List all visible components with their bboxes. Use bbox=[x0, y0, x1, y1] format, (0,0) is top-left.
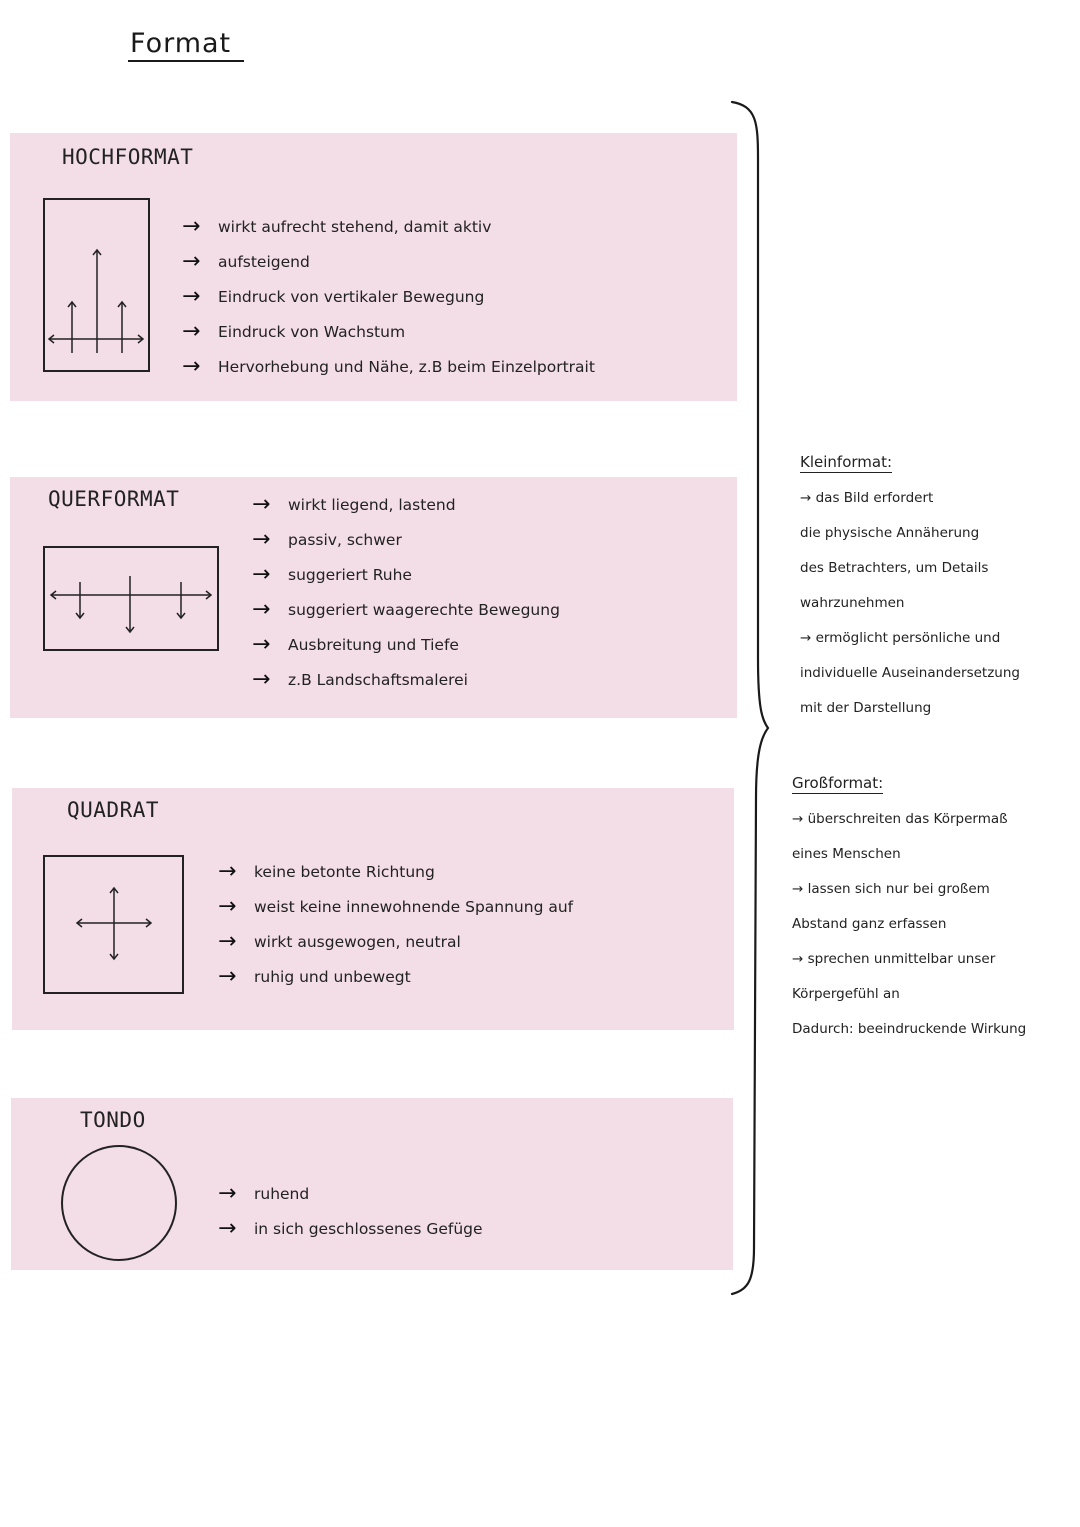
list-item bbox=[182, 279, 595, 314]
arrow-right-icon: → bbox=[252, 491, 271, 517]
arrow-right-icon: → bbox=[252, 596, 271, 622]
note-line: → ermöglicht persönliche und bbox=[800, 630, 1001, 646]
section-tondo bbox=[11, 1098, 733, 1270]
note-line: die physische Annäherung bbox=[800, 525, 980, 541]
list-item-text: passiv, schwer bbox=[288, 530, 402, 549]
section-title: QUADRAT bbox=[67, 798, 160, 822]
list-item-text: wirkt ausgewogen, neutral bbox=[254, 932, 461, 951]
page-title: Format bbox=[130, 28, 232, 59]
list-item-text: Ausbreitung und Tiefe bbox=[288, 635, 459, 654]
list-item-text: Eindruck von vertikaler Bewegung bbox=[218, 287, 485, 306]
arrow-right-icon: → bbox=[218, 928, 237, 954]
arrow-right-icon: → bbox=[182, 248, 201, 274]
note-line: → sprechen unmittelbar unser bbox=[792, 951, 996, 967]
list-item bbox=[252, 592, 560, 627]
arrow-right-icon: → bbox=[252, 526, 271, 552]
arrow-right-icon: → bbox=[218, 1180, 237, 1206]
list-item-text: Hervorhebung und Nähe, z.B beim Einzelportrait bbox=[218, 357, 595, 376]
arrow-right-icon: → bbox=[218, 893, 237, 919]
list-item-text: weist keine innewohnende Spannung auf bbox=[254, 897, 574, 916]
note-line: eines Menschen bbox=[792, 846, 901, 862]
arrow-right-icon: → bbox=[218, 963, 237, 989]
arrow-right-icon: → bbox=[182, 213, 201, 239]
landscape-format-diagram bbox=[43, 546, 221, 654]
note-line: des Betrachters, um Details bbox=[800, 560, 989, 576]
list-item bbox=[252, 662, 560, 697]
list-item bbox=[182, 314, 595, 349]
arrow-right-icon: → bbox=[182, 353, 201, 379]
portrait-format-diagram bbox=[43, 198, 153, 376]
list-item-text: ruhig und unbewegt bbox=[254, 967, 411, 986]
list-item-text: Eindruck von Wachstum bbox=[218, 322, 406, 341]
list-item-text: wirkt aufrecht stehend, damit aktiv bbox=[218, 217, 492, 236]
list-item bbox=[182, 209, 595, 244]
list-item-text: aufsteigend bbox=[218, 252, 310, 271]
list-item bbox=[252, 487, 560, 522]
note-kleinformat bbox=[800, 446, 1020, 726]
list-item-text: keine betonte Richtung bbox=[254, 862, 435, 881]
quadrat-bullets bbox=[218, 854, 573, 994]
list-item bbox=[182, 244, 595, 279]
note-line: Dadurch: beeindruckende Wirkung bbox=[792, 1021, 1027, 1037]
list-item-text: in sich geschlossenes Gefüge bbox=[254, 1219, 483, 1238]
list-item bbox=[252, 522, 560, 557]
section-title: QUERFORMAT bbox=[48, 487, 180, 511]
section-quadrat bbox=[12, 788, 734, 1030]
title-underline bbox=[128, 60, 244, 62]
hochformat-bullets bbox=[182, 209, 595, 384]
section-querformat bbox=[10, 477, 737, 718]
list-item bbox=[218, 1176, 483, 1211]
curly-brace bbox=[728, 98, 778, 1298]
square-format-diagram bbox=[43, 855, 189, 997]
note-line: → lassen sich nur bei großem bbox=[792, 881, 990, 897]
arrow-right-icon: → bbox=[182, 318, 201, 344]
list-item-text: suggeriert Ruhe bbox=[288, 565, 412, 584]
list-item-text: ruhend bbox=[254, 1184, 310, 1203]
list-item bbox=[218, 889, 573, 924]
list-item bbox=[218, 924, 573, 959]
note-heading: Kleinformat: bbox=[800, 453, 893, 471]
note-line: individuelle Auseinandersetzung bbox=[800, 665, 1020, 681]
section-hochformat bbox=[10, 133, 737, 401]
section-title: HOCHFORMAT bbox=[62, 145, 194, 169]
arrow-right-icon: → bbox=[252, 561, 271, 587]
list-item bbox=[252, 557, 560, 592]
list-item bbox=[218, 959, 573, 994]
querformat-bullets bbox=[252, 487, 560, 697]
list-item-text: wirkt liegend, lastend bbox=[288, 495, 456, 514]
list-item bbox=[218, 1211, 483, 1246]
note-line: Körpergefühl an bbox=[792, 986, 900, 1002]
arrow-right-icon: → bbox=[252, 631, 271, 657]
arrow-right-icon: → bbox=[182, 283, 201, 309]
list-item-text: suggeriert waagerechte Bewegung bbox=[288, 600, 560, 619]
tondo-bullets bbox=[218, 1176, 483, 1246]
note-line: mit der Darstellung bbox=[800, 700, 932, 716]
section-title: TONDO bbox=[80, 1108, 146, 1132]
note-line: Abstand ganz erfassen bbox=[792, 916, 947, 932]
list-item bbox=[218, 854, 573, 889]
note-line: → das Bild erfordert bbox=[800, 490, 934, 506]
arrow-right-icon: → bbox=[252, 666, 271, 692]
arrow-right-icon: → bbox=[218, 1215, 237, 1241]
note-heading: Großformat: bbox=[792, 774, 884, 792]
round-format-diagram bbox=[58, 1142, 180, 1264]
list-item bbox=[182, 349, 595, 384]
list-item bbox=[252, 627, 560, 662]
note-line: → überschreiten das Körpermaß bbox=[792, 811, 1008, 827]
list-item-text: z.B Landschaftsmalerei bbox=[288, 670, 468, 689]
note-grossformat bbox=[792, 767, 1026, 1047]
arrow-right-icon: → bbox=[218, 858, 237, 884]
note-line: wahrzunehmen bbox=[800, 595, 905, 611]
